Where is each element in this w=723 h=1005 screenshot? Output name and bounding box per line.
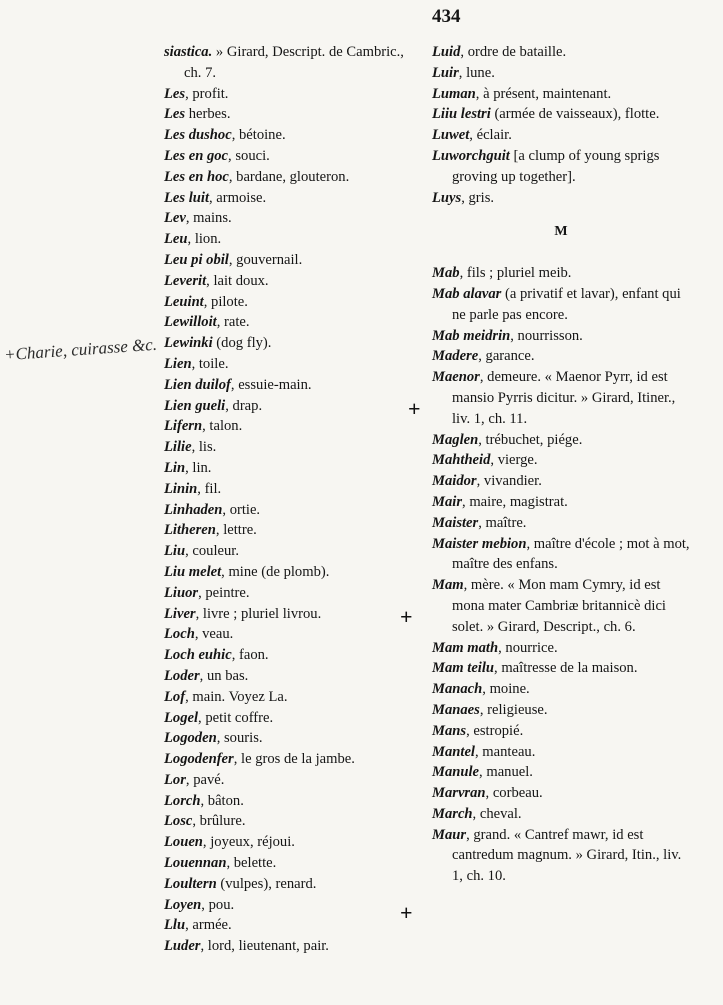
- entry-definition: , bâton.: [200, 792, 244, 809]
- dictionary-entry: [164, 354, 412, 375]
- dictionary-entry: [432, 346, 690, 367]
- entry-headword: Luid: [432, 44, 461, 60]
- left-column: [164, 42, 412, 957]
- entry-definition: , corbeau.: [485, 785, 543, 802]
- dictionary-entry: [432, 430, 690, 451]
- entry-definition: (a privatif et lavar), enfant qui ne parle pas encore.: [452, 285, 681, 323]
- entry-headword: Mam: [432, 577, 464, 594]
- entry-headword: Leu pi obil: [164, 251, 229, 268]
- dictionary-entry: [164, 250, 412, 271]
- dictionary-entry: [164, 583, 412, 604]
- entry-definition: , maître d'école ; mot à mot, maître des enfans.: [452, 535, 690, 573]
- entry-definition: , profit.: [185, 85, 229, 102]
- entry-headword: Liiu lestri: [432, 106, 491, 123]
- entry-headword: Mab meidrin: [432, 327, 511, 344]
- entry-definition: , gris.: [461, 189, 495, 206]
- entry-definition: , moine.: [482, 681, 530, 698]
- entry-definition: , armée.: [185, 917, 232, 934]
- dictionary-entry: [164, 915, 412, 936]
- dictionary-entry: [432, 658, 690, 679]
- entry-headword: Maenor: [432, 369, 480, 386]
- dictionary-entry: [164, 437, 412, 458]
- entry-definition: , maire, magistrat.: [462, 493, 568, 510]
- entry-headword: Maur: [432, 826, 467, 843]
- entry-headword: Mantel: [432, 743, 475, 760]
- entry-headword: Losc: [164, 813, 193, 830]
- entry-definition: , couleur.: [185, 543, 239, 560]
- dictionary-entry: [164, 208, 412, 229]
- entry-headword: Les: [164, 106, 186, 123]
- entry-definition: , faon.: [231, 647, 269, 664]
- entry-headword: Linin: [164, 480, 198, 497]
- entry-definition: , lion.: [187, 231, 222, 248]
- entry-headword: Maister: [432, 514, 479, 531]
- dictionary-entry: [164, 42, 412, 84]
- dictionary-entry: [164, 520, 412, 541]
- entry-headword: Lewilloit: [164, 314, 217, 331]
- entry-definition: , le gros de la jambe.: [233, 751, 355, 768]
- entry-headword: Lev: [164, 210, 186, 227]
- entry-headword: Les en goc: [164, 147, 229, 164]
- entry-headword: Lewinki: [164, 335, 213, 352]
- entry-definition: , vivandier.: [476, 473, 542, 490]
- entry-headword: Les: [164, 85, 186, 102]
- entry-headword: Liu melet: [164, 563, 222, 580]
- margin-plus-mark: +: [408, 396, 421, 421]
- entry-headword: Litheren: [164, 522, 216, 539]
- dictionary-entry: [432, 783, 690, 804]
- dictionary-entry: [432, 742, 690, 763]
- dictionary-entry: [164, 687, 412, 708]
- page-number: 434: [432, 6, 461, 27]
- entry-definition: , mains.: [185, 210, 232, 227]
- entry-headword: Lien gueli: [164, 397, 226, 414]
- dictionary-entry: [432, 450, 690, 471]
- dictionary-entry: [432, 326, 690, 347]
- entry-headword: Mab: [432, 265, 460, 282]
- entry-headword: Maidor: [432, 473, 477, 490]
- handwritten-margin-note: +Charie, cuirasse &c.: [3, 334, 158, 365]
- entry-definition: , joyeux, réjoui.: [202, 834, 295, 851]
- margin-plus-mark: +: [400, 900, 413, 925]
- dictionary-entry: [164, 562, 412, 583]
- entry-headword: Lien: [164, 355, 192, 372]
- entry-headword: Llu: [164, 917, 186, 934]
- entry-headword: Leverit: [164, 272, 207, 289]
- entry-headword: Manule: [432, 764, 480, 781]
- dictionary-entry: [432, 534, 690, 576]
- entry-definition: , drap.: [225, 397, 263, 414]
- dictionary-entry: [432, 42, 690, 63]
- entry-headword: Leuint: [164, 293, 204, 310]
- dictionary-entry: [164, 832, 412, 853]
- entry-definition: , manuel.: [479, 764, 533, 781]
- dictionary-entry: [164, 396, 412, 417]
- dictionary-entry: [164, 416, 412, 437]
- dictionary-entry: [164, 229, 412, 250]
- entry-headword: Mam teilu: [432, 660, 495, 677]
- entry-headword: Mans: [432, 722, 467, 739]
- entry-definition: , garance.: [478, 348, 535, 365]
- entry-headword: Luys: [432, 189, 462, 206]
- dictionary-entry: [432, 721, 690, 742]
- entry-definition: (vulpes), renard.: [216, 875, 317, 892]
- entry-definition: , un bas.: [199, 667, 249, 684]
- entry-headword: Logoden: [164, 730, 217, 747]
- entry-headword: Luwet: [432, 127, 470, 144]
- margin-plus-mark: +: [400, 604, 413, 629]
- dictionary-entry: [164, 146, 412, 167]
- dictionary-entry: [432, 104, 690, 125]
- dictionary-entry: [164, 853, 412, 874]
- entry-headword: Manaes: [432, 701, 480, 718]
- dictionary-entry: [164, 936, 412, 957]
- dictionary-entry: [432, 367, 690, 429]
- dictionary-entry: [164, 84, 412, 105]
- entry-definition: , demeure. « Maenor Pyrr, id est mansio Pyrris dicitur. » Girard, Itiner., liv. 1, ch. 11.: [452, 369, 676, 427]
- dictionary-entry: [432, 762, 690, 783]
- entry-headword: Madere: [432, 348, 479, 365]
- entry-headword: Mair: [432, 493, 463, 510]
- entry-definition: , fil.: [197, 480, 222, 497]
- entry-definition: , nourrisson.: [510, 327, 583, 344]
- entry-headword: Les luit: [164, 189, 209, 206]
- entry-definition: , ordre de bataille.: [460, 44, 567, 60]
- dictionary-entry: [432, 513, 690, 534]
- entry-definition: (armée de vaisseaux), flotte.: [490, 106, 660, 123]
- entry-definition: , bétoine.: [231, 127, 286, 144]
- entry-headword: Liu: [164, 543, 186, 560]
- dictionary-entry: [164, 479, 412, 500]
- entry-definition: , bardane, glouteron.: [228, 168, 350, 185]
- dictionary-entry: [164, 645, 412, 666]
- entry-headword: Liver: [164, 605, 196, 622]
- entry-definition: , manteau.: [474, 743, 536, 760]
- dictionary-entry: [164, 375, 412, 396]
- dictionary-entry: [164, 770, 412, 791]
- entry-headword: Luman: [432, 85, 476, 102]
- dictionary-entry: [432, 638, 690, 659]
- dictionary-entry: [164, 125, 412, 146]
- entry-headword: Louennan: [164, 855, 227, 872]
- entry-definition: , livre ; pluriel livrou.: [195, 605, 322, 622]
- dictionary-entry: [164, 271, 412, 292]
- dictionary-entry: [164, 749, 412, 770]
- entry-headword: Luder: [164, 938, 201, 955]
- entry-definition: , lune.: [458, 64, 495, 81]
- entry-definition: , mine (de plomb).: [221, 563, 330, 580]
- entry-definition: , petit coffre.: [198, 709, 274, 726]
- right-column-m-entries: [432, 263, 690, 887]
- entry-headword: Linhaden: [164, 501, 223, 518]
- entry-definition: , à présent, maintenant.: [475, 85, 612, 102]
- entry-definition: , essuie-main.: [230, 376, 312, 393]
- entry-definition: , fils ; pluriel meib.: [459, 265, 572, 282]
- entry-headword: Mam math: [432, 639, 499, 656]
- dictionary-entry: [432, 263, 690, 284]
- entry-definition: , cheval.: [472, 805, 522, 822]
- entry-definition: [a clump of young sprigs groving up together].: [452, 147, 660, 185]
- dictionary-entry: [432, 84, 690, 105]
- dictionary-entry: [432, 471, 690, 492]
- entry-headword: Logodenfer: [164, 751, 234, 768]
- right-column: [432, 42, 690, 887]
- dictionary-entry: [164, 708, 412, 729]
- entry-headword: March: [432, 805, 473, 822]
- dictionary-entry: [164, 811, 412, 832]
- entry-headword: Lor: [164, 771, 186, 788]
- entry-definition: , trébuchet, piége.: [478, 431, 583, 448]
- entry-definition: , mère. « Mon mam Cymry, id est mona mater Cambriæ britannicè dici solet. » Girard, Descript., ch. 6.: [452, 577, 666, 635]
- entry-headword: Loch euhic: [164, 647, 232, 664]
- dictionary-entry: [164, 666, 412, 687]
- entry-definition: , brûlure.: [192, 813, 246, 830]
- entry-definition: , ortie.: [222, 501, 261, 518]
- entry-definition: , toile.: [191, 355, 229, 372]
- entry-headword: Luir: [432, 64, 459, 81]
- entry-headword: Lien duilof: [164, 376, 231, 393]
- entry-definition: , religieuse.: [479, 701, 548, 718]
- entry-headword: Lilie: [164, 439, 192, 456]
- section-letter: M: [554, 224, 568, 240]
- dictionary-entry: [164, 604, 412, 625]
- dictionary-entry: [432, 492, 690, 513]
- entry-definition: » Girard, Descript. de Cambric., ch. 7.: [184, 44, 404, 81]
- entry-headword: Lin: [164, 459, 186, 476]
- dictionary-entry: [164, 312, 412, 333]
- entry-headword: Liuor: [164, 584, 199, 601]
- entry-definition: , estropié.: [466, 722, 524, 739]
- dictionary-entry: [164, 791, 412, 812]
- dictionary-entry: [164, 188, 412, 209]
- dictionary-entry: [432, 284, 690, 326]
- entry-headword: Loch: [164, 626, 195, 643]
- entry-definition: , main. Voyez La.: [185, 688, 288, 705]
- dictionary-entry: [164, 167, 412, 188]
- entry-definition: herbes.: [185, 106, 231, 123]
- entry-headword: Maglen: [432, 431, 479, 448]
- entry-headword: Marvran: [432, 785, 486, 802]
- entry-definition: , pou.: [201, 896, 235, 913]
- entry-definition: , rate.: [216, 314, 250, 331]
- entry-headword: Loder: [164, 667, 200, 684]
- dictionary-entry: [164, 104, 412, 125]
- entry-headword: Lof: [164, 688, 186, 705]
- entry-definition: , grand. « Cantref mawr, id est cantredum magnum. » Girard, Itin., liv. 1, ch. 10.: [452, 826, 682, 885]
- entry-definition: , lait doux.: [206, 272, 269, 289]
- entry-definition: , pavé.: [185, 771, 225, 788]
- dictionary-entry: [164, 624, 412, 645]
- entry-definition: , maître.: [478, 514, 527, 531]
- entry-headword: Manach: [432, 681, 483, 698]
- dictionary-entry: [164, 333, 412, 354]
- entry-definition: , pilote.: [203, 293, 248, 310]
- entry-headword: Mab alavar: [432, 285, 502, 302]
- entry-definition: , nourrice.: [498, 639, 558, 656]
- entry-headword: Loyen: [164, 896, 202, 913]
- dictionary-entry: [164, 458, 412, 479]
- dictionary-entry: [432, 575, 690, 637]
- entry-definition: , veau.: [194, 626, 234, 643]
- dictionary-entry: [164, 292, 412, 313]
- dictionary-entry: [164, 500, 412, 521]
- entry-definition: , gouvernail.: [228, 251, 303, 268]
- dictionary-entry: [432, 63, 690, 84]
- entry-definition: , souris.: [216, 730, 263, 747]
- entry-definition: , lord, lieutenant, pair.: [200, 938, 329, 955]
- entry-definition: , talon.: [202, 418, 243, 435]
- entry-headword: Louen: [164, 834, 203, 851]
- entry-definition: , lis.: [191, 439, 217, 456]
- dictionary-entry: [432, 700, 690, 721]
- dictionary-entry: [432, 804, 690, 825]
- dictionary-entry: [164, 541, 412, 562]
- dictionary-entry: [164, 895, 412, 916]
- dictionary-entry: [432, 825, 690, 887]
- dictionary-entry: [432, 188, 690, 209]
- entry-headword: Luworchguit: [432, 147, 510, 164]
- entry-definition: , éclair.: [469, 127, 512, 144]
- entry-headword: Logel: [164, 709, 199, 726]
- dictionary-entry: [164, 874, 412, 895]
- entry-headword: siastica.: [164, 44, 213, 60]
- entry-headword: Mahtheid: [432, 452, 491, 469]
- entry-definition: , belette.: [226, 855, 277, 872]
- dictionary-entry: [432, 679, 690, 700]
- entry-headword: Lorch: [164, 792, 201, 809]
- dictionary-entry: [164, 728, 412, 749]
- entry-headword: Les en hoc: [164, 168, 229, 185]
- dictionary-entry: [432, 146, 690, 188]
- dictionary-entry: [432, 125, 690, 146]
- entry-definition: , vierge.: [490, 452, 538, 469]
- entry-definition: , souci.: [228, 147, 270, 164]
- entry-headword: Les dushoc: [164, 127, 232, 144]
- entry-headword: Leu: [164, 231, 188, 248]
- entry-definition: , maîtresse de la maison.: [494, 660, 638, 677]
- entry-definition: (dog fly).: [212, 335, 272, 352]
- entry-definition: , armoise.: [209, 189, 267, 206]
- entry-definition: , lin.: [185, 459, 212, 476]
- entry-headword: Loultern: [164, 875, 217, 892]
- entry-headword: Lifern: [164, 418, 203, 435]
- right-column-top-entries: [432, 42, 690, 208]
- entry-definition: , lettre.: [215, 522, 257, 539]
- entry-headword: Maister mebion: [432, 535, 527, 552]
- entry-definition: , peintre.: [198, 584, 250, 601]
